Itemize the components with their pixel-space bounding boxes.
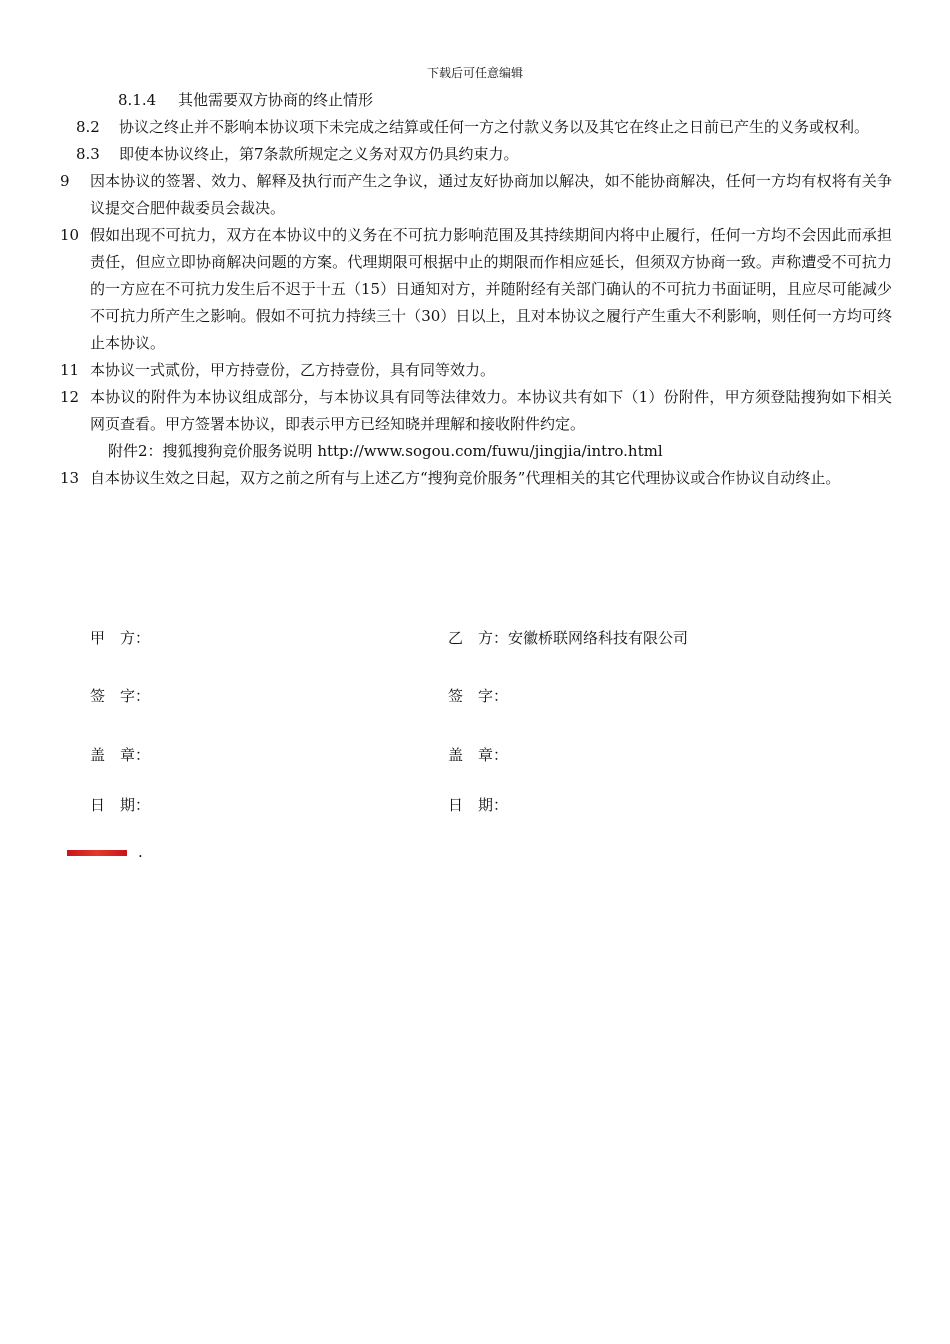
clause-text: 假如出现不可抗力，双方在本协议中的义务在不可抗力影响范围及其持续期间内将中止履行，任何一方均不会因此而承担责任，但应立即协商解决问题的方案。代理期限可根据中止的期限而作相应延长，但须双方协商一致。声称遭受不可抗力的一方应在不可抗力发生后不迟于十五（15）日通知对方，并随附经有关部门确认的不可抗力书面证明，且应尽可能减少不可抗力所产生之影响。假如不可抗力持续三十（30）日以上，且对本协议之履行产生重大不利影响，则任何一方均可终止本协议。 xyxy=(90,226,892,352)
clause-text: 本协议一式贰份，甲方持壹份，乙方持壹份，具有同等效力。 xyxy=(90,361,496,379)
party-b-label: 乙 方： xyxy=(448,629,509,647)
party-a-sign-label: 签 字： xyxy=(90,687,151,705)
page-header xyxy=(0,64,950,82)
clause-10 xyxy=(60,222,892,357)
clause-8-1-4 xyxy=(60,87,892,114)
party-a-date xyxy=(90,793,150,817)
clause-13 xyxy=(60,465,892,492)
clause-number: 11 xyxy=(60,361,80,379)
clause-number: 9 xyxy=(60,172,70,190)
clause-8-3 xyxy=(60,141,892,168)
clause-8-2 xyxy=(60,114,892,141)
seal-row xyxy=(90,743,850,767)
date-row xyxy=(90,793,850,817)
clause-number: 8.3 xyxy=(76,145,100,163)
clause-number: 13 xyxy=(60,469,80,487)
party-b xyxy=(448,626,688,650)
annex-line xyxy=(108,438,892,465)
party-a-label: 甲 方： xyxy=(90,629,151,647)
clause-9 xyxy=(60,168,892,222)
clause-number: 8.1.4 xyxy=(118,91,157,109)
clause-11 xyxy=(60,357,892,384)
clause-number: 8.2 xyxy=(76,118,100,136)
party-a-sign xyxy=(90,684,150,708)
clause-12 xyxy=(60,384,892,438)
clause-text: 自本协议生效之日起，双方之前之所有与上述乙方“搜狗竞价服务”代理相关的其它代理协议或合作协议自动终止。 xyxy=(90,469,841,487)
party-a-date-label: 日 期： xyxy=(90,796,151,814)
agreement-body xyxy=(60,87,892,492)
header-text: 下载后可任意编辑 xyxy=(426,66,523,80)
footer-dot: . xyxy=(138,843,143,861)
clause-number: 12 xyxy=(60,388,80,406)
clause-number: 10 xyxy=(60,226,80,244)
clause-text: 因本协议的签署、效力、解释及执行而产生之争议，通过友好协商加以解决，如不能协商解决，任何一方均有权将有关争议提交合肥仲裁委员会裁决。 xyxy=(90,172,892,217)
annex-text: 附件2：搜狐搜狗竞价服务说明 http://www.sogou.com/fuwu/jingjia/intro.html xyxy=(108,442,663,460)
clause-text: 本协议的附件为本协议组成部分，与本协议具有同等法律效力。本协议共有如下（1）份附件，甲方须登陆搜狗如下相关网页查看。甲方签署本协议，即表示甲方已经知晓并理解和接收附件约定。 xyxy=(90,388,892,433)
party-a-seal xyxy=(90,743,150,767)
party-b-date xyxy=(448,793,508,817)
party-b-date-label: 日 期： xyxy=(448,796,509,814)
sign-row xyxy=(90,684,850,708)
clause-text: 即使本协议终止，第7条款所规定之义务对双方仍具约束力。 xyxy=(119,145,519,163)
footer-red-bar xyxy=(67,850,127,856)
clause-text: 协议之终止并不影响本协议项下未完成之结算或任何一方之付款义务以及其它在终止之日前已产生的义务或权利。 xyxy=(119,118,870,136)
clause-text: 其他需要双方协商的终止情形 xyxy=(178,91,374,109)
party-a xyxy=(90,626,150,650)
party-b-seal xyxy=(448,743,508,767)
party-row xyxy=(90,626,850,650)
party-b-sign xyxy=(448,684,508,708)
party-a-seal-label: 盖 章： xyxy=(90,746,151,764)
party-b-seal-label: 盖 章： xyxy=(448,746,509,764)
party-b-value: 安徽桥联网络科技有限公司 xyxy=(508,629,689,647)
party-b-sign-label: 签 字： xyxy=(448,687,509,705)
